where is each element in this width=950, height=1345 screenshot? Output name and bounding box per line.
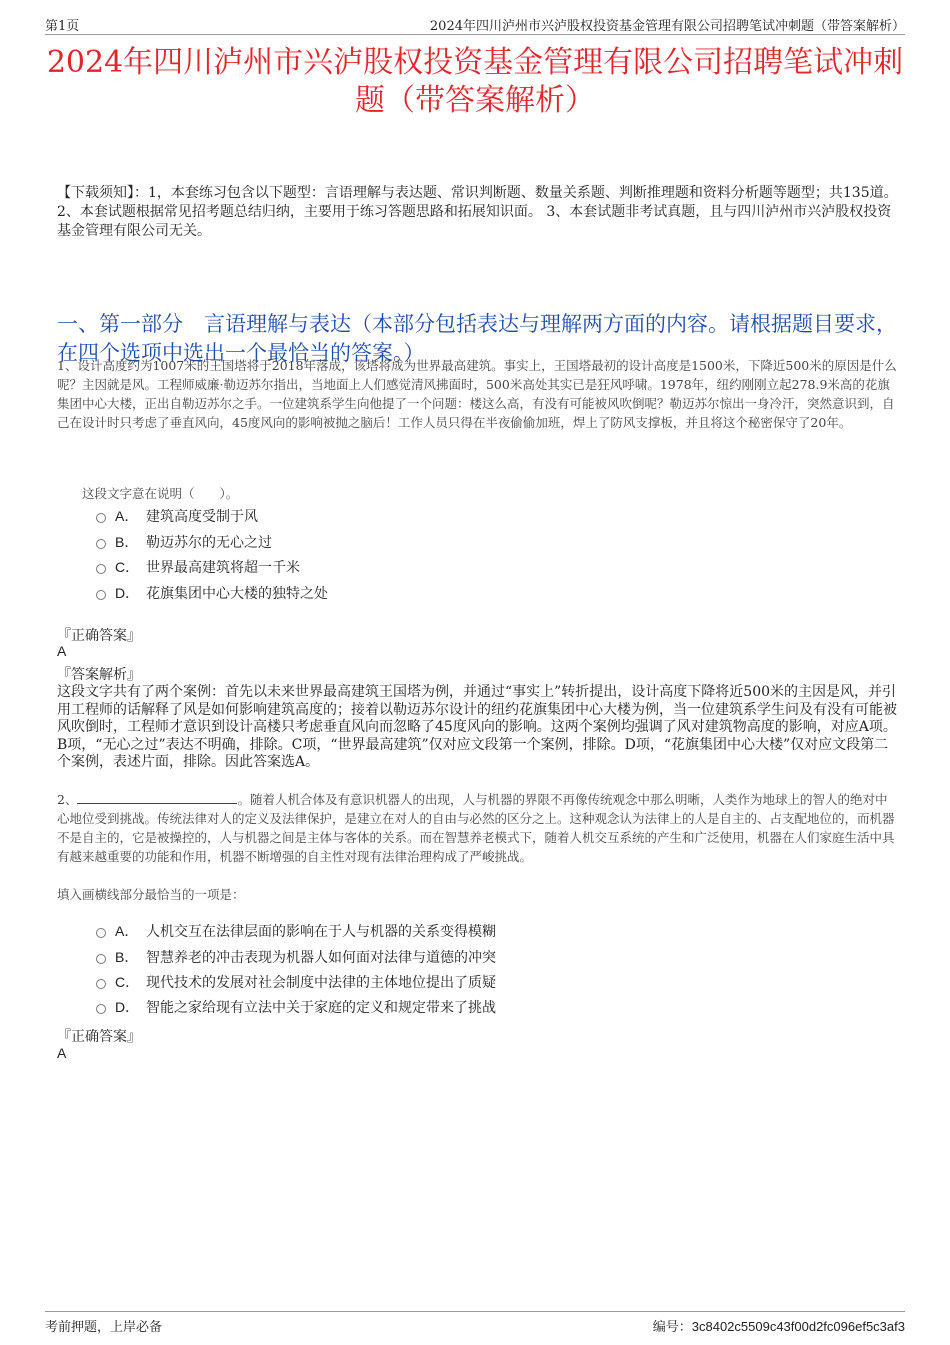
q1-option-d[interactable]: D． 花旗集团中心大楼的独特之处 [96, 583, 328, 603]
radio-icon[interactable] [96, 979, 106, 989]
q1-option-a[interactable]: A． 建筑高度受制于风 [96, 506, 258, 526]
radio-icon[interactable] [96, 1004, 106, 1014]
download-notice: 【下载须知】：1，本套练习包含以下题型：言语理解与表达题、常识判断题、数量关系题、判断推理题和资料分析题等题型；共135道。 2、本套试题根据常见招考题总结归纳，主要用于练习答题思路和拓展知识面。 3、本套试题非考试真题，且与四川泸州市兴泸股权投资基金管理有限公司无关。 [57, 185, 898, 239]
q1-answer: A [57, 643, 67, 659]
q1-analysis: 这段文字共有了两个案例：首先以未来世界最高建筑王国塔为例，并通过“事实上”转折提出，设计高度下降将近500米的主因是风，并引用工程师的话解释了风是如何影响建筑高度的；接着以勒迈苏尔设计的纽约花旗集团中心大楼为例，当一位建筑系学生问及有没有可能被风吹倒时，工程师才意识到设计高楼只考虑垂直风向而忽略了45度风向的影响。这两个案例均强调了风对建筑物高度的影响，对应A项。B项，“无心之过”表达不明确，排除。C项，“世界最高建筑”仅对应文段第一个案例，排除。D项，“花旗集团中心大楼”仅对应文段第二个案例，表述片面，排除。因此答案选A。 [57, 684, 897, 770]
question-2-prompt: 填入画横线部分最恰当的一项是： [57, 887, 245, 902]
question-2-body: 。随着人机合体及有意识机器人的出现，人与机器的界限不再像传统观念中那么明晰，人类作为地球上的智人的绝对中心地位受到挑战。传统法律对人的定义及法律保护，是建立在对人的自由与必然的区分之上。这种观念认为法律上的人是自主的、占支配地位的，而机器不是自主的，它是被操控的，人与机器之间是主体与客体的关系。而在智慧养老模式下，随着人机交互系统的产生和广泛使用，机器在人们家庭生活中具有越来越重要的功能和作用，机器不断增强的自主性对现有法律治理构成了严峻挑战。 [57, 792, 895, 864]
fill-blank [77, 791, 237, 804]
radio-icon[interactable] [96, 954, 106, 964]
header-doc-title: 2024年四川泸州市兴泸股权投资基金管理有限公司招聘笔试冲刺题（带答案解析） [429, 19, 905, 34]
footer-slogan: 考前押题，上岸必备 [45, 1320, 163, 1335]
radio-icon[interactable] [96, 513, 106, 523]
radio-icon[interactable] [96, 590, 106, 600]
q2-answer: A [57, 1045, 67, 1061]
question-2-number: 2、 [57, 792, 78, 807]
q2-option-a[interactable]: A． 人机交互在法律层面的影响在于人与机器的关系变得模糊 [96, 921, 496, 941]
q2-option-c[interactable]: C． 现代技术的发展对社会制度中法律的主体地位提出了质疑 [96, 972, 496, 992]
q1-answer-label: 『正确答案』 [57, 628, 141, 644]
page-footer [45, 1311, 905, 1335]
page-title: 2024年四川泸州市兴泸股权投资基金管理有限公司招聘笔试冲刺题（带答案解析） [46, 45, 904, 118]
q2-option-b[interactable]: B． 智慧养老的冲击表现为机器人如何面对法律与道德的冲突 [96, 947, 496, 967]
radio-icon[interactable] [96, 928, 106, 938]
radio-icon[interactable] [96, 564, 106, 574]
question-2-text [57, 790, 898, 866]
q1-analysis-label: 『答案解析』 [57, 667, 141, 683]
page-number: 第1页 [45, 19, 80, 34]
question-1-text: 1、设计高度约为1007米的王国塔将于2018年落成，该塔将成为世界最高建筑。事实上，王国塔最初的设计高度是1500米，下降近500米的原因是什么呢？主因就是风。工程师威廉·勒迈苏尔指出，当地面上人们感觉清风拂面时，500米高处其实已是狂风呼啸。1978年，纽约刚刚立起278.9米高的花旗集团中心大楼，正出自勒迈苏尔之手。一位建筑系学生向他提了一个问题：楼这么高，有没有可能被风吹倒呢？勒迈苏尔惊出一身冷汗，突然意识到，自己在设计时只考虑了垂直风向，45度风向的影响被抛之脑后！工作人员只得在半夜偷偷加班，焊上了防风支撑板，并且将这个秘密保守了20年。 [57, 358, 897, 430]
q1-option-c[interactable]: C． 世界最高建筑将超一千米 [96, 557, 300, 577]
radio-icon[interactable] [96, 539, 106, 549]
section-heading: 一、第一部分 言语理解与表达（本部分包括表达与理解两方面的内容。请根据题目要求，在四个选项中选出一个最恰当的答案。） [57, 312, 897, 365]
q1-option-b[interactable]: B． 勒迈苏尔的无心之过 [96, 532, 272, 552]
footer-code: 编号：3c8402c5509c43f00d2fc096ef5c3af3 [652, 1319, 905, 1335]
q2-answer-label: 『正确答案』 [57, 1029, 141, 1045]
q2-option-d[interactable]: D． 智能之家给现有立法中关于家庭的定义和规定带来了挑战 [96, 997, 496, 1017]
page-header [45, 14, 905, 35]
question-1-prompt: 这段文字意在说明（ ）。 [82, 486, 239, 501]
